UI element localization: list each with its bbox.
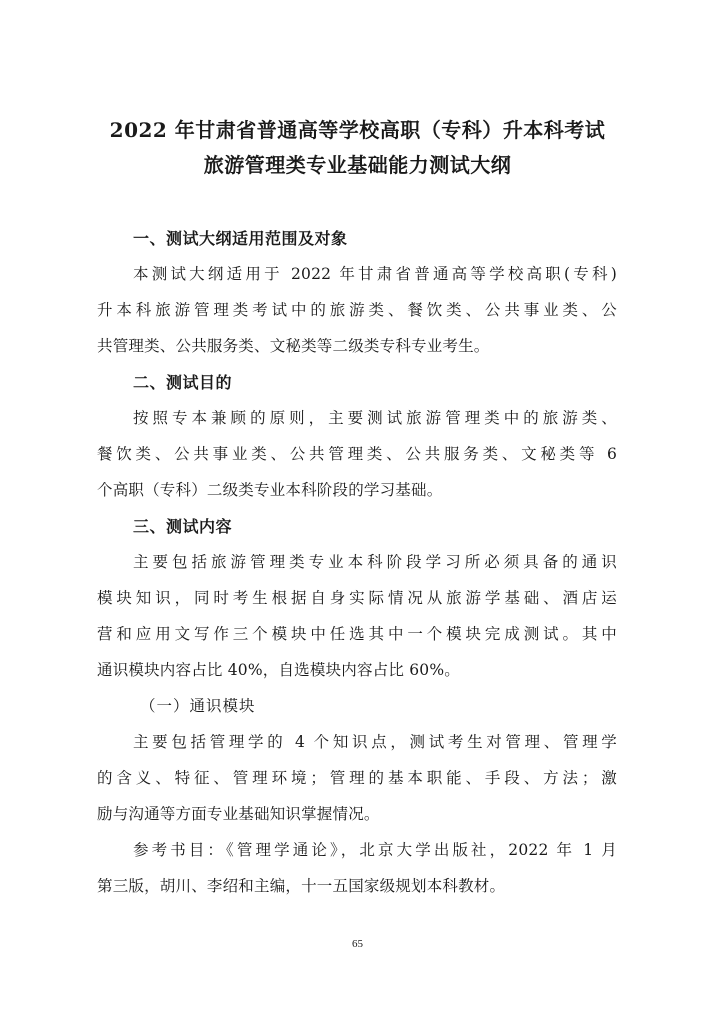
paragraph-line: 模块知识，同时考生根据自身实际情况从旅游学基础、酒店运 xyxy=(97,589,617,607)
reference-line: 参考书目：《管理学通论》，北京大学出版社，2022 年 1 月 xyxy=(133,841,617,859)
paragraph-line: 共管理类、公共服务类、文秘类等二级类专科专业考生。 xyxy=(97,337,490,355)
page-number: 65 xyxy=(352,938,363,950)
paragraph-line: 的含义、特征、管理环境；管理的基本职能、手段、方法；激 xyxy=(97,769,617,787)
paragraph-line: 个高职（专科）二级类专业本科阶段的学习基础。 xyxy=(97,481,443,499)
paragraph-line: 励与沟通等方面专业基础知识掌握情况。 xyxy=(97,805,380,823)
paragraph-line: 按照专本兼顾的原则，主要测试旅游管理类中的旅游类、 xyxy=(133,409,617,427)
document-title-line-1: 2022 年甘肃省普通高等学校高职（专科）升本科考试 xyxy=(109,118,606,142)
paragraph-line: 餐饮类、公共事业类、公共管理类、公共服务类、文秘类等 6 xyxy=(97,445,617,463)
subsection-heading-general-module: （一）通识模块 xyxy=(140,697,256,715)
paragraph-line: 通识模块内容占比 40%，自选模块内容占比 60%。 xyxy=(97,661,460,679)
paragraph-line: 主要包括管理学的 4 个知识点，测试考生对管理、管理学 xyxy=(133,733,617,751)
section-heading-content: 三、测试内容 xyxy=(133,517,233,536)
section-heading-purpose: 二、测试目的 xyxy=(133,373,233,392)
paragraph-line: 本测试大纲适用于 2022 年甘肃省普通高等学校高职(专科) xyxy=(133,265,617,283)
document-title-line-2: 旅游管理类专业基础能力测试大纲 xyxy=(203,153,512,177)
paragraph-line: 营和应用文写作三个模块中任选其中一个模块完成测试。其中 xyxy=(97,625,617,643)
reference-line: 第三版，胡川、李绍和主编，十一五国家级规划本科教材。 xyxy=(97,877,506,895)
paragraph-line: 主要包括旅游管理类专业本科阶段学习所必须具备的通识 xyxy=(133,553,617,571)
paragraph-line: 升本科旅游管理类考试中的旅游类、餐饮类、公共事业类、公 xyxy=(97,301,617,319)
section-heading-scope: 一、测试大纲适用范围及对象 xyxy=(133,229,348,248)
